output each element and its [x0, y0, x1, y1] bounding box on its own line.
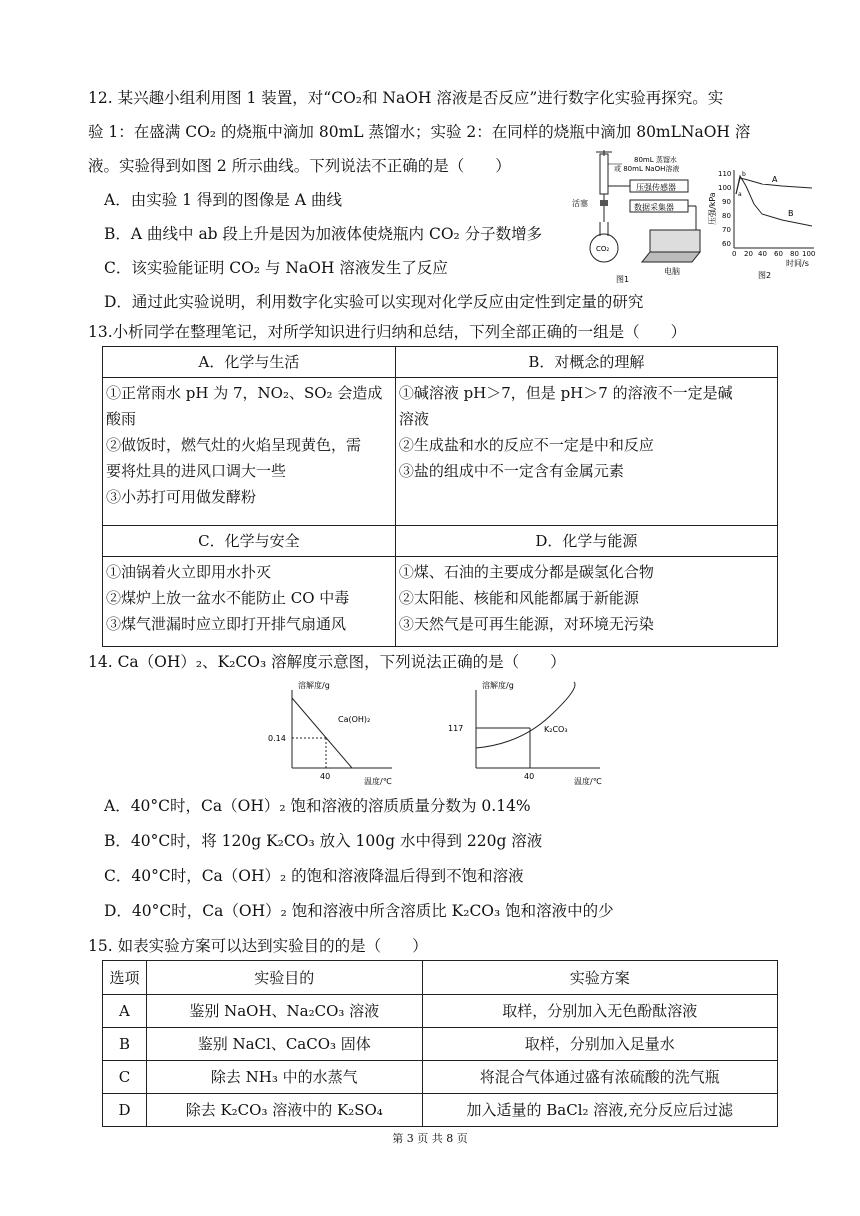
- q15-header-plan: 实验方案: [422, 961, 777, 995]
- q13-d-line: ③天然气是可再生能源，对环境无污染: [398, 615, 654, 633]
- graph1-curve-label: Ca(OH)₂: [338, 715, 371, 724]
- q13-c-line: ②煤炉上放一盆水不能防止 CO 中毒: [106, 589, 350, 607]
- graph2-xlabel: 温度/℃: [574, 777, 602, 786]
- q13-header-c: C．化学与安全: [103, 526, 396, 557]
- q13-cell-c: [103, 557, 396, 647]
- q15-cell-option: B: [103, 1028, 147, 1061]
- q13-cell-b: [395, 378, 777, 526]
- fig1-collector-label: 数据采集器: [634, 203, 674, 212]
- q13-b-line: ②生成盐和水的反应不一定是中和反应: [398, 436, 654, 454]
- q12-option-d: D．通过此实验说明，利用数字化实验可以实现对化学反应由定性到定量的研究: [104, 293, 644, 311]
- fig2-ytick: 70: [722, 226, 731, 234]
- q15-cell-plan: 加入适量的 BaCl₂ 溶液,充分反应后过滤: [422, 1094, 777, 1127]
- q15-cell-option: C: [103, 1061, 147, 1094]
- q13-c-line: ③煤气泄漏时应立即打开排气扇通风: [106, 615, 347, 633]
- q13-d-line: ②太阳能、核能和风能都属于新能源: [398, 589, 639, 607]
- fig2-caption: 图2: [758, 271, 772, 280]
- fig2-xtick: 20: [744, 250, 753, 258]
- graph2-ylabel: 溶解度/g: [482, 681, 514, 690]
- q13-b-line: ①碱溶液 pH＞7，但是 pH＞7 的溶液不一定是碱: [398, 384, 733, 402]
- graph1-xlabel: 温度/℃: [364, 777, 392, 786]
- q14-stem: 14. Ca（OH）₂、K₂CO₃ 溶解度示意图，下列说法正确的是（ ）: [88, 653, 566, 671]
- q13-a-line: ③小苏打可用做发酵粉: [106, 488, 257, 506]
- graph2-yval: 117: [448, 724, 464, 733]
- q13-header-d: D．化学与能源: [395, 526, 777, 557]
- fig1-computer: [650, 230, 700, 252]
- q13-c-line: ①油锅着火立即用水扑灭: [106, 563, 272, 581]
- graph1-ylabel: 溶解度/g: [298, 681, 330, 690]
- q15-header-purpose: 实验目的: [146, 961, 422, 995]
- q15-cell-purpose: 鉴别 NaOH、Na₂CO₃ 溶液: [146, 995, 422, 1028]
- fig2-ytick: 110: [718, 170, 732, 178]
- q13-stem: 13.小析同学在整理笔记，对所学知识进行归纳和总结，下列全部正确的一组是（ ）: [88, 323, 687, 341]
- q15-header-option: 选项: [103, 961, 147, 995]
- fig1-valve-label: 活塞: [572, 199, 588, 208]
- table-row: [103, 995, 778, 1028]
- q13-b-line: ③盐的组成中不一定含有金属元素: [398, 462, 624, 480]
- q15-cell-purpose: 鉴别 NaCl、CaCO₃ 固体: [146, 1028, 422, 1061]
- q15-cell-plan: 取样，分别加入无色酚酞溶液: [422, 995, 777, 1028]
- q13-a-line: 酸雨: [106, 410, 137, 428]
- q14-option-c: C．40°C时，Ca（OH）₂ 的饱和溶液降温后得到不饱和溶液: [104, 867, 524, 885]
- fig1-label-naoh: 或 80mL NaOH溶液: [614, 165, 680, 173]
- q12-line-2: 验 1：在盛满 CO₂ 的烧瓶中滴加 80mL 蒸馏水；实验 2：在同样的烧瓶中滴加 80mLNaOH 溶: [88, 123, 751, 141]
- fig2-xtick: 100: [802, 250, 816, 258]
- q15-cell-plan: 将混合气体通过盛有浓硫酸的洗气瓶: [422, 1061, 777, 1094]
- fig2-point-b: b: [742, 171, 746, 178]
- graph2-curve: [476, 682, 575, 748]
- q12-option-c: C．该实验能证明 CO₂ 与 NaOH 溶液发生了反应: [104, 259, 448, 277]
- q13-cell-d: [395, 557, 777, 647]
- q13-a-line: ①正常雨水 pH 为 7，NO₂、SO₂ 会造成: [106, 384, 383, 402]
- fig2-xtick: 80: [790, 250, 799, 258]
- q13-a-line: 要将灶具的进风口调大一些: [106, 462, 287, 480]
- fig2-ytick: 90: [722, 198, 731, 206]
- graph1-curve: [292, 698, 352, 768]
- fig2-curve-b-label: B: [788, 209, 794, 218]
- fig2-ytick: 80: [722, 212, 731, 220]
- q12-option-b: B．A 曲线中 ab 段上升是因为加液体使烧瓶内 CO₂ 分子数增多: [104, 225, 543, 243]
- table-row: [103, 1061, 778, 1094]
- graph2-curve-label: K₂CO₃: [544, 725, 568, 734]
- q15-table: [102, 960, 778, 1127]
- fig2-xtick: 40: [758, 250, 767, 258]
- page-footer: 第 3 页 共 8 页: [392, 1132, 468, 1145]
- fig2-xtick: 60: [774, 250, 783, 258]
- fig2-curve-a-label: A: [772, 175, 778, 184]
- q13-d-line: ①煤、石油的主要成分都是碳氢化合物: [398, 563, 654, 581]
- q15-cell-plan: 取样，分别加入足量水: [422, 1028, 777, 1061]
- fig2-point-a: a: [738, 191, 742, 198]
- q14-graph-k2co3: [440, 676, 610, 786]
- q14-option-a: A．40°C时，Ca（OH）₂ 饱和溶液的溶质质量分数为 0.14%: [104, 797, 531, 815]
- q13-table: [102, 346, 778, 647]
- table-row: [103, 1028, 778, 1061]
- fig2-ytick: 100: [718, 184, 732, 192]
- q14-option-d: D．40°C时，Ca（OH）₂ 饱和溶液中所含溶质比 K₂CO₃ 饱和溶液中的少: [104, 902, 614, 920]
- q15-cell-purpose: 除去 K₂CO₃ 溶液中的 K₂SO₄: [146, 1094, 422, 1127]
- q12-line-3: 液。实验得到如图 2 所示曲线。下列说法不正确的是（ ）: [88, 157, 511, 175]
- table-row: [103, 1094, 778, 1127]
- q15-cell-option: D: [103, 1094, 147, 1127]
- q13-cell-a: [103, 378, 396, 526]
- q12-option-a: A．由实验 1 得到的图像是 A 曲线: [104, 191, 342, 209]
- figure-2-pressure-chart: [702, 164, 822, 282]
- q13-b-line: 溶液: [398, 410, 429, 428]
- graph1-yval: 0.14: [268, 734, 286, 743]
- q14-graph-caoh2: [262, 676, 402, 786]
- q15-cell-purpose: 除去 NH₃ 中的水蒸气: [146, 1061, 422, 1094]
- fig2-xtick: 0: [732, 250, 737, 258]
- fig1-label-water: 80mL 蒸馏水: [634, 156, 677, 164]
- fig1-caption: 图1: [616, 275, 630, 284]
- fig2-ytick: 60: [722, 240, 731, 248]
- q15-stem: 15. 如表实验方案可以达到实验目的的是（ ）: [88, 937, 428, 955]
- fig2-xlabel: 时间/s: [786, 259, 809, 268]
- fig2-ylabel: 压强/kPa: [708, 192, 717, 225]
- q12-line-1: 12. 某兴趣小组利用图 1 装置，对“CO₂和 NaOH 溶液是否反应”进行数字化实验再探究。实: [88, 89, 724, 107]
- fig1-sensor-label: 压强传感器: [636, 183, 676, 192]
- q13-header-b: B．对概念的理解: [395, 347, 777, 378]
- fig1-flask-label: CO₂: [596, 245, 610, 253]
- q13-a-line: ②做饭时，燃气灶的火焰呈现黄色，需: [106, 436, 362, 454]
- q13-header-a: A．化学与生活: [103, 347, 396, 378]
- q15-cell-option: A: [103, 995, 147, 1028]
- q14-option-b: B．40°C时，将 120g K₂CO₃ 放入 100g 水中得到 220g 溶液: [104, 832, 543, 850]
- fig1-computer-label: 电脑: [664, 267, 680, 276]
- graph2-xval: 40: [524, 772, 535, 781]
- graph1-xval: 40: [320, 772, 331, 781]
